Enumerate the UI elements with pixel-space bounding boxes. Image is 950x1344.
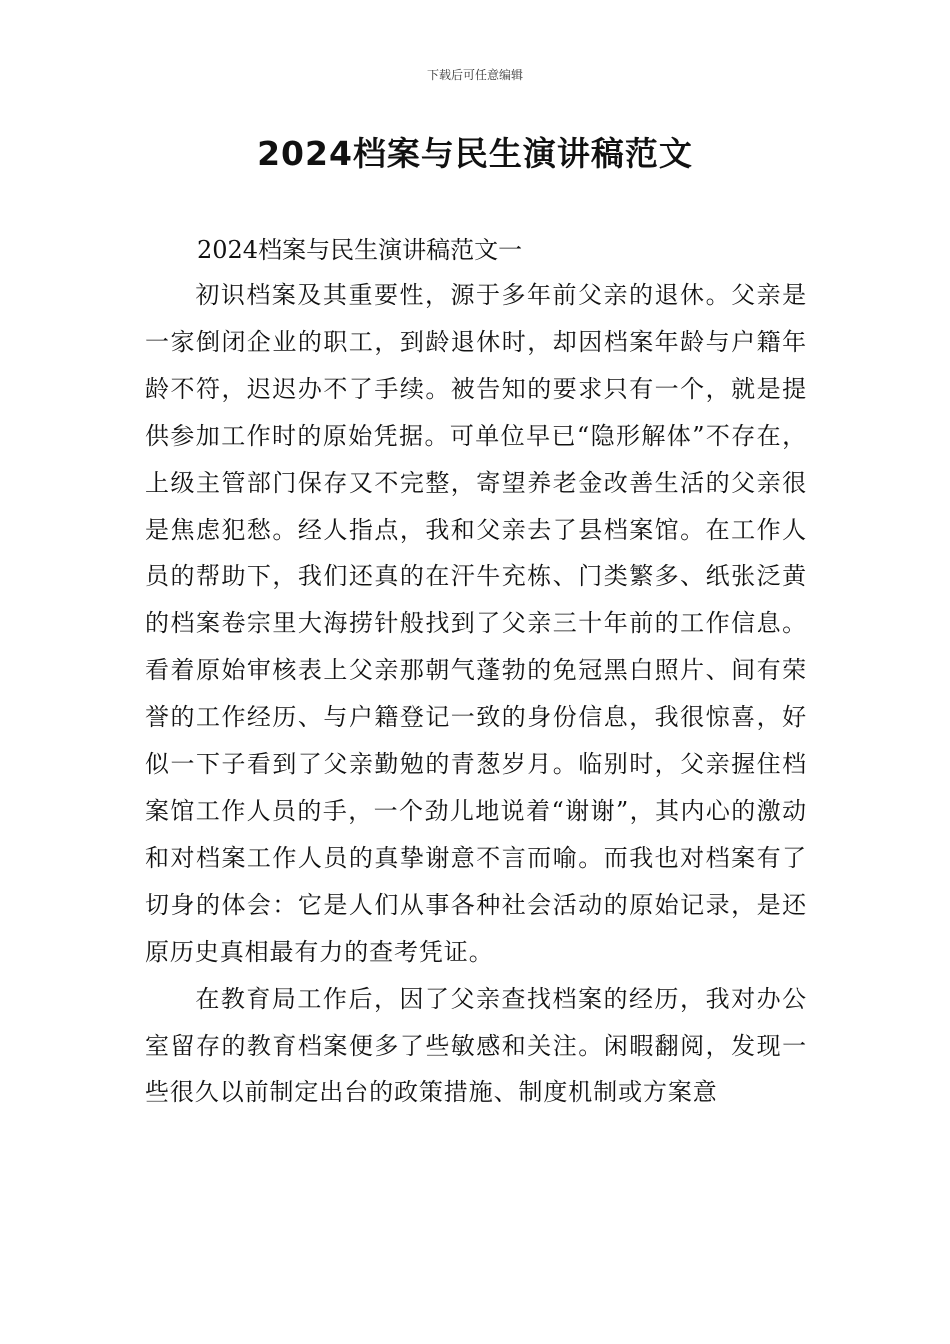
paragraph: 初识档案及其重要性，源于多年前父亲的退休。父亲是一家倒闭企业的职工，到龄退休时，却因档案年龄与户籍年龄不符，迟迟办不了手续。被告知的要求只有一个，就是提供参加工作时的原始凭据。可单位早已“隐形解体”不存在，上级主管部门保存又不完整，寄望养老金改善生活的父亲很是焦虑犯愁。经人指点，我和父亲去了县档案馆。在工作人员的帮助下，我们还真的在汗牛充栋、门类繁多、纸张泛黄的档案卷宗里大海捞针般找到了父亲三十年前的工作信息。看着原始审核表上父亲那朝气蓬勃的免冠黑白照片、间有荣誉的工作经历、与户籍登记一致的身份信息，我很惊喜，好似一下子看到了父亲勤勉的青葱岁月。临别时，父亲握住档案馆工作人员的手，一个劲儿地说着“谢谢”，其内心的激动和对档案工作人员的真挚谢意不言而喻。而我也对档案有了切身的体会：它是人们从事各种社会活动的原始记录，是还原历史真相最有力的查考凭证。 <box>145 281 807 966</box>
section-subtitle: 2024档案与民生演讲稿范文一 <box>197 236 523 264</box>
header-note: 下载后可任意编辑 <box>426 68 523 82</box>
document-title: 2024档案与民生演讲稿范文 <box>257 134 693 173</box>
document-body <box>145 228 807 1116</box>
paragraph: 在教育局工作后，因了父亲查找档案的经历，我对办公室留存的教育档案便多了些敏感和关注。闲暇翻阅，发现一些很久以前制定出台的政策措施、制度机制或方案意 <box>145 984 807 1107</box>
